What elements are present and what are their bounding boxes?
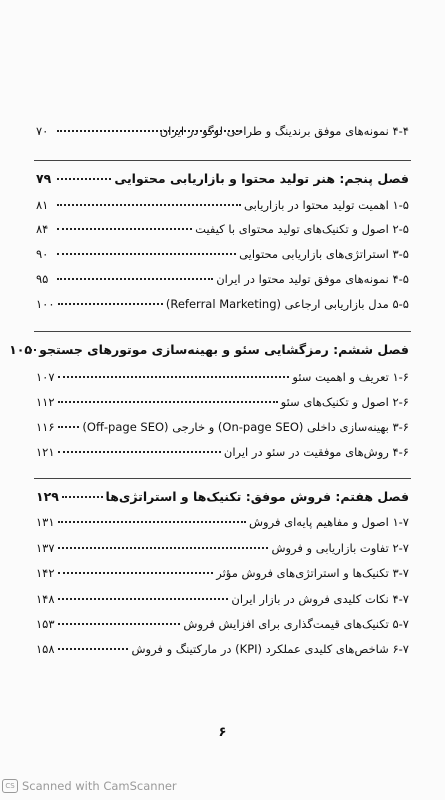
chapter-separator	[34, 160, 411, 161]
toc-entry-page: ۱۴۸	[36, 592, 55, 606]
toc-leader	[58, 376, 290, 378]
toc-entry-title: ۱-۷ اصول و مفاهیم پایه‌ای فروش	[249, 515, 409, 529]
toc-entry-page: ۱۲۱	[36, 445, 55, 459]
toc-chapter-heading	[9, 342, 409, 357]
toc-entry-page: ۱۰۵	[9, 342, 33, 357]
toc-entry-page: ۱۳۱	[36, 515, 55, 529]
toc-leader	[58, 648, 129, 650]
toc-entry-title: ۴-۷ نکات کلیدی فروش در بازار ایران	[231, 592, 409, 606]
scanner-watermark	[2, 779, 177, 793]
toc-entry	[36, 515, 409, 529]
toc-entry-page: ۱۰۷	[36, 370, 55, 384]
toc-entry-leader-row	[36, 124, 245, 138]
toc-entry-title: ۳-۶ بهینه‌سازی داخلی (On-page SEO) و خارجی (Off-page SEO)	[82, 420, 409, 434]
toc-entry	[36, 395, 409, 409]
scanner-footer-text: Scanned with CamScanner	[22, 779, 177, 793]
toc-entry-title: ۴-۵ نمونه‌های موفق تولید محتوا در ایران	[216, 272, 409, 286]
toc-entry-title: ۴-۶ روش‌های موفقیت در سئو در ایران	[223, 445, 409, 459]
toc-entry-page: ۱۰۰	[36, 297, 55, 311]
page-number: ۶	[218, 725, 227, 740]
toc-entry	[36, 420, 409, 434]
toc-entry-page: ۷۹	[36, 171, 52, 186]
toc-entry	[36, 198, 409, 212]
toc-entry-title: فصل هفتم: فروش موفق: تکنیک‌ها و استراتژی‌ها	[105, 489, 409, 504]
toc-entry-title: ۱-۶ تعریف و اهمیت سئو	[292, 370, 409, 384]
toc-leader	[57, 130, 242, 132]
toc-entry-page: ۹۰	[36, 247, 49, 261]
toc-entry	[36, 541, 409, 555]
toc-leader	[58, 426, 80, 428]
toc-entry-page: ۱۵۳	[36, 617, 55, 631]
toc-entry	[36, 370, 409, 384]
toc-entry-title: ۲-۵ اصول و تکنیک‌های تولید محتوای با کیفیت	[195, 222, 409, 236]
toc-leader	[58, 451, 221, 453]
toc-entry-title: ۵-۵ مدل بازاریابی ارجاعی (Referral Marketing)	[165, 297, 409, 311]
toc-entry-title: ۴-۴ نمونه‌های موفق برندینگ و طراحی لوگو در ایران	[159, 124, 409, 138]
toc-entry	[36, 247, 409, 261]
toc-entry-page: ۱۴۲	[36, 566, 55, 580]
toc-leader	[62, 496, 103, 498]
toc-chapter-heading	[36, 490, 409, 504]
toc-entry-title: ۶-۷ شاخص‌های کلیدی عملکرد (KPI) در مارکتینگ و فروش	[131, 642, 409, 656]
toc-leader	[58, 521, 246, 523]
toc-entry-page: ۱۳۷	[36, 541, 55, 555]
toc-leader	[57, 278, 213, 280]
toc-entry	[36, 566, 409, 580]
toc-leader	[58, 623, 181, 625]
toc-entry-title: ۵-۷ تکنیک‌های قیمت‌گذاری برای افزایش فروش	[183, 617, 409, 631]
toc-entry-title: ۳-۵ استراتژی‌های بازاریابی محتوایی	[239, 247, 409, 261]
toc-entry-page: ۱۱۶	[36, 420, 55, 434]
chapter-separator	[34, 331, 411, 332]
toc-leader	[58, 572, 214, 574]
toc-entry-page: ۷۰	[36, 124, 49, 138]
toc-leader	[30, 349, 36, 351]
toc-leader	[57, 178, 111, 180]
toc-entry	[36, 592, 409, 606]
toc-entry-title: ۲-۶ اصول و تکنیک‌های سئو	[280, 395, 409, 409]
toc-entry-page: ۸۱	[36, 198, 49, 212]
camscanner-logo-icon: CS	[2, 779, 18, 793]
toc-entry	[36, 222, 409, 236]
toc-entry-page: ۱۱۲	[36, 395, 55, 409]
toc-leader	[58, 598, 229, 600]
toc-leader	[58, 303, 163, 305]
toc-chapter-heading	[36, 172, 409, 186]
toc-entry-page: ۱۵۸	[36, 642, 55, 656]
chapter-separator	[34, 478, 411, 479]
toc-leader	[57, 204, 241, 206]
toc-entry-title: ۱-۵ اهمیت تولید محتوا در بازاریابی	[244, 198, 409, 212]
toc-leader	[57, 253, 236, 255]
toc-entry-page: ۹۵	[36, 272, 49, 286]
toc-leader	[57, 228, 192, 230]
toc-entry-title: فصل ششم: رمزگشایی سئو و بهینه‌سازی موتورهای جستجو	[39, 342, 409, 357]
toc-entry-page: ۸۴	[36, 222, 49, 236]
toc-entry	[36, 445, 409, 459]
toc-entry-title: ۳-۷ تکنیک‌ها و استراتژی‌های فروش مؤثر	[216, 566, 409, 580]
toc-entry	[36, 642, 409, 656]
toc-entry-title: فصل پنجم: هنر تولید محتوا و بازاریابی محتوایی	[114, 171, 409, 186]
toc-leader	[58, 547, 269, 549]
toc-entry	[36, 297, 409, 311]
toc-entry-title: ۲-۷ تفاوت بازاریابی و فروش	[271, 541, 409, 555]
toc-entry	[36, 617, 409, 631]
toc-entry-page: ۱۲۹	[36, 489, 59, 504]
toc-entry	[36, 272, 409, 286]
toc-leader	[58, 401, 278, 403]
